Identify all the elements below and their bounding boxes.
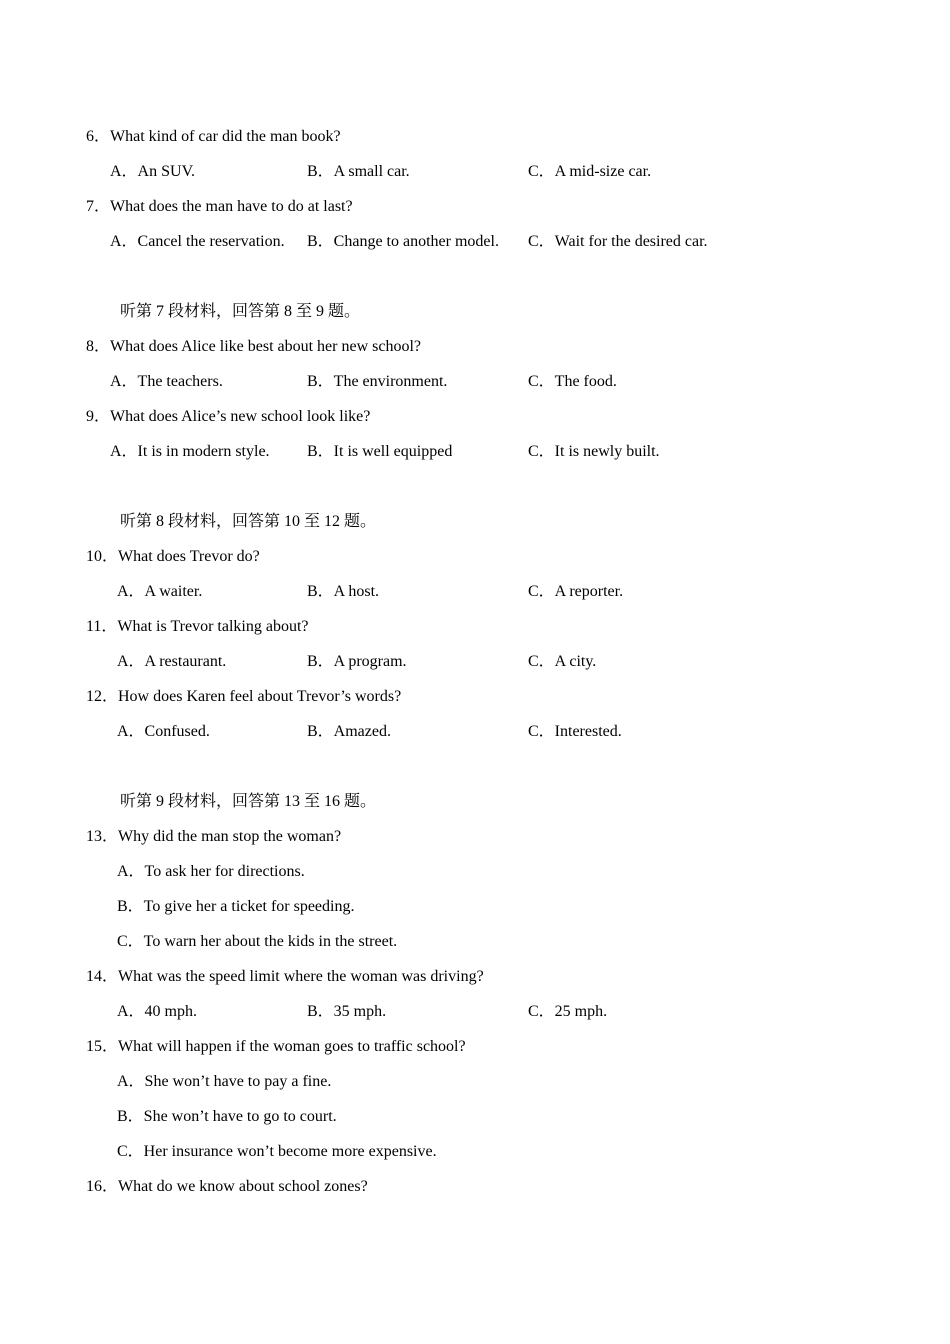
question-10-option-a: A．A waiter.	[117, 583, 203, 600]
question-10-option-c: C．A reporter.	[528, 583, 624, 600]
question-10-option-b: B．A host.	[307, 583, 380, 600]
section-7-heading: 听第 7 段材料，回答第 8 至 9 题。	[120, 303, 361, 320]
question-8-option-a: A．The teachers.	[110, 373, 223, 390]
question-12-stem: 12．How does Karen feel about Trevor’s words?	[86, 688, 402, 705]
question-11-option-b: B．A program.	[307, 653, 407, 670]
question-10-stem: 10．What does Trevor do?	[86, 548, 260, 565]
question-7-option-a: A．Cancel the reservation.	[110, 233, 285, 250]
question-15-option-b: B．She won’t have to go to court.	[117, 1108, 337, 1125]
question-14-option-c: C．25 mph.	[528, 1003, 608, 1020]
question-8-option-c: C．The food.	[528, 373, 617, 390]
section-9-heading: 听第 9 段材料，回答第 13 至 16 题。	[120, 793, 377, 810]
question-6-stem: 6．What kind of car did the man book?	[86, 128, 341, 145]
question-13-option-b: B．To give her a ticket for speeding.	[117, 898, 355, 915]
question-8-option-b: B．The environment.	[307, 373, 448, 390]
question-13-stem: 13．Why did the man stop the woman?	[86, 828, 342, 845]
question-12-option-a: A．Confused.	[117, 723, 210, 740]
question-14-option-b: B．35 mph.	[307, 1003, 387, 1020]
question-7-option-b: B．Change to another model.	[307, 233, 499, 250]
question-7-option-c: C．Wait for the desired car.	[528, 233, 708, 250]
question-9-option-a: A．It is in modern style.	[110, 443, 270, 460]
question-9-option-b: B．It is well equipped	[307, 443, 453, 460]
question-11-stem: 11．What is Trevor talking about?	[86, 618, 309, 635]
question-12-option-c: C．Interested.	[528, 723, 622, 740]
question-13-option-c: C．To warn her about the kids in the street.	[117, 933, 398, 950]
question-6-option-c: C．A mid-size car.	[528, 163, 652, 180]
question-7-stem: 7．What does the man have to do at last?	[86, 198, 353, 215]
question-13-option-a: A．To ask her for directions.	[117, 863, 305, 880]
question-16-stem: 16．What do we know about school zones?	[86, 1178, 368, 1195]
question-15-stem: 15．What will happen if the woman goes to traffic school?	[86, 1038, 466, 1055]
question-9-stem: 9．What does Alice’s new school look like?	[86, 408, 371, 425]
question-15-option-a: A．She won’t have to pay a fine.	[117, 1073, 332, 1090]
question-11-option-c: C．A city.	[528, 653, 597, 670]
question-8-stem: 8．What does Alice like best about her new school?	[86, 338, 422, 355]
question-6-option-b: B．A small car.	[307, 163, 410, 180]
section-8-heading: 听第 8 段材料，回答第 10 至 12 题。	[120, 513, 377, 530]
question-9-option-c: C．It is newly built.	[528, 443, 660, 460]
question-6-option-a: A．An SUV.	[110, 163, 196, 180]
question-14-option-a: A．40 mph.	[117, 1003, 198, 1020]
question-12-option-b: B．Amazed.	[307, 723, 391, 740]
question-11-option-a: A．A restaurant.	[117, 653, 227, 670]
question-14-stem: 14．What was the speed limit where the woman was driving?	[86, 968, 484, 985]
question-15-option-c: C．Her insurance won’t become more expensive.	[117, 1143, 437, 1160]
